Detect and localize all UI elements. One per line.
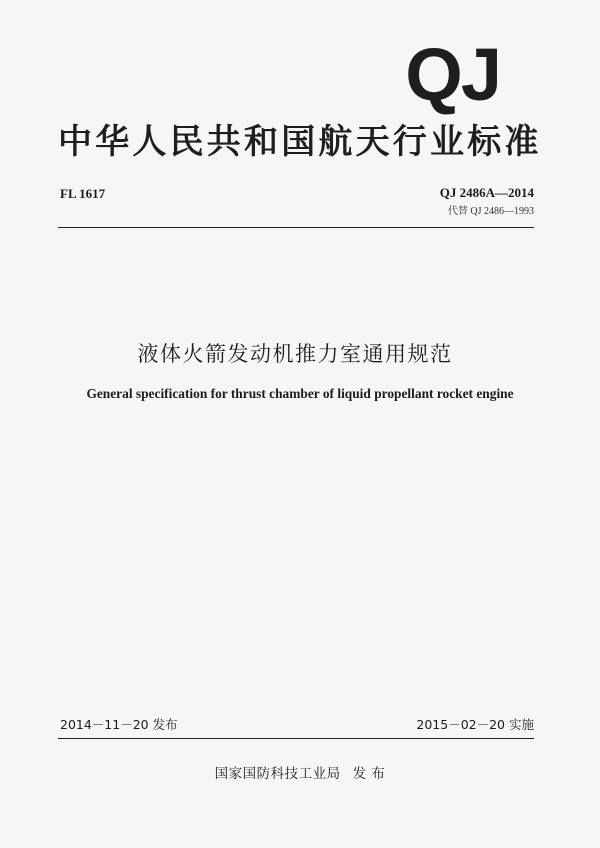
bottom-divider (58, 738, 534, 739)
replaces-standard: 代替 QJ 2486—1993 (447, 206, 534, 217)
ics-code: FL 1617 (60, 186, 106, 201)
publish-label: 发 布 (352, 766, 386, 782)
document-title-chinese (0, 338, 600, 368)
issue-date: 2014－11－20 发布 (60, 717, 178, 732)
publisher-line (0, 762, 600, 782)
qj-logo: QJ (405, 33, 500, 116)
implementation-date: 2015－02－20 实施 (416, 717, 534, 732)
publisher-name: 国家国防科技工业局 (214, 766, 341, 782)
standard-number: QJ 2486A—2014 (439, 185, 534, 200)
document-title-chinese-text: 液体火箭发动机推力室通用规范 (137, 342, 453, 366)
document-title-english: General specification for thrust chamber of liquid propellant rocket engine (86, 386, 514, 401)
standard-category-title: 中华人民共和国航天行业标准 (58, 122, 542, 162)
top-divider (58, 227, 534, 228)
